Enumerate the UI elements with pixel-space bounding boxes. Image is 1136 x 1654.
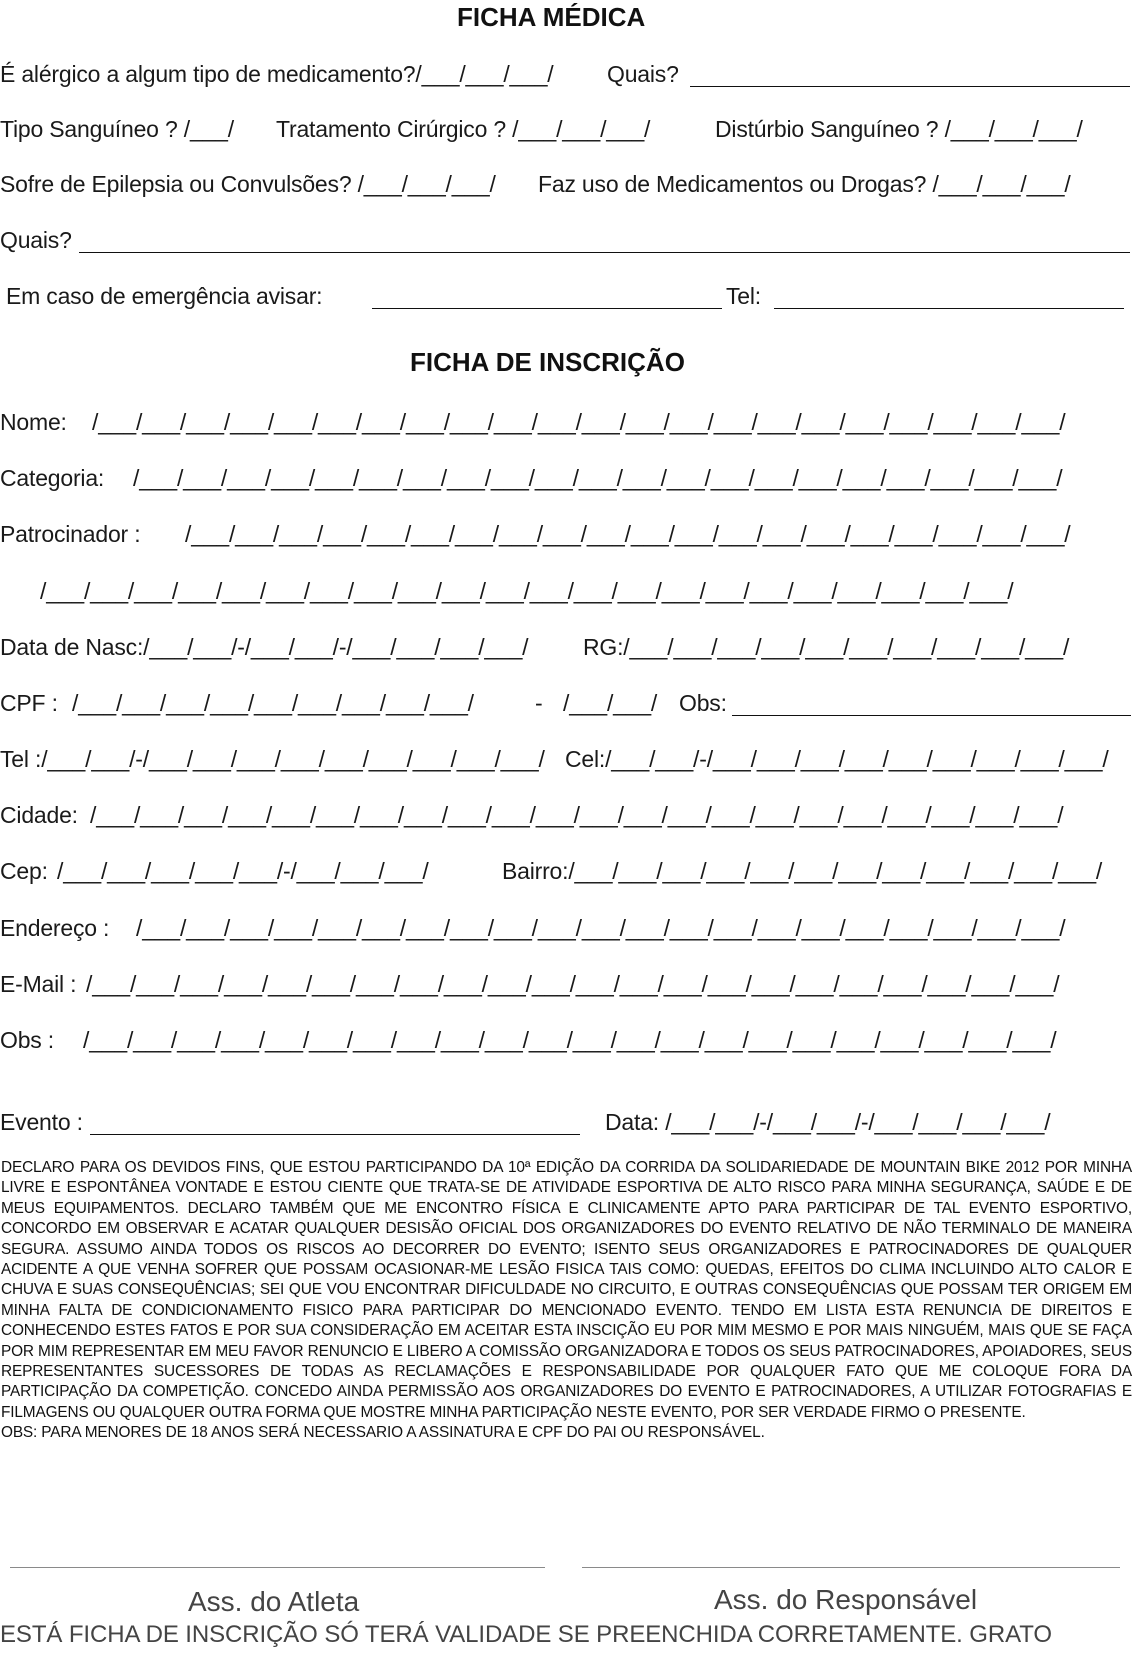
cpf-separator: - xyxy=(535,690,543,716)
epilepsia-row xyxy=(0,171,1071,198)
disturbio-boxes[interactable]: /___/___/___/ xyxy=(944,116,1083,142)
emergencia-label: Em caso de emergência avisar: xyxy=(6,283,323,309)
patrocinador-boxes[interactable]: /___/___/___/___/___/___/___/___/___/___/___/___/___/___/___/___/___/___/___/___/ xyxy=(185,521,1071,547)
data-label: Data: xyxy=(605,1109,659,1135)
cpf-row xyxy=(0,690,727,717)
evento-row xyxy=(0,1109,1051,1136)
endereco-row xyxy=(0,915,1066,942)
obs-label: Obs : xyxy=(0,1027,54,1053)
tratamento-label: Tratamento Cirúrgico ? xyxy=(276,116,506,142)
email-row xyxy=(0,971,1060,998)
nasc-label: Data de Nasc: xyxy=(0,634,144,660)
quais2-row xyxy=(0,227,72,254)
alergico-label: É alérgico a algum tipo de medicamento? xyxy=(0,61,416,87)
endereco-boxes[interactable]: /___/___/___/___/___/___/___/___/___/___/___/___/___/___/___/___/___/___/___/___/___/ xyxy=(136,915,1066,941)
emergencia-tel-label: Tel: xyxy=(726,283,761,309)
alergico-row xyxy=(0,61,679,88)
tel-label: Tel : xyxy=(0,746,42,772)
evento-field[interactable] xyxy=(90,1134,580,1135)
ficha-inscricao-title: FICHA DE INSCRIÇÃO xyxy=(410,347,685,377)
bairro-label: Bairro: xyxy=(502,858,569,884)
obs-row xyxy=(0,1027,1057,1054)
cpf-boxes[interactable]: /___/___/___/___/___/___/___/___/___/ xyxy=(72,690,474,716)
endereco-label: Endereço : xyxy=(0,915,110,941)
quais-label: Quais? xyxy=(607,61,679,87)
declaracao-block xyxy=(1,1158,1132,1444)
cep-boxes[interactable]: /___/___/___/___/___/-/___/___/___/ xyxy=(57,858,429,884)
declaracao-obs: OBS: PARA MENORES DE 18 ANOS SERÁ NECESSARIO A ASSINATURA E CPF DO PAI OU RESPONSÁVEL. xyxy=(1,1424,765,1442)
categoria-label: Categoria: xyxy=(0,465,105,491)
tipo-sanguineo-boxes[interactable]: /___/ xyxy=(183,116,234,142)
cpf-obs-label: Obs: xyxy=(679,690,727,716)
cpf-obs-field[interactable] xyxy=(732,715,1131,716)
declaracao-text: DECLARO PARA OS DEVIDOS FINS, QUE ESTOU PARTICIPANDO DA 10ª EDIÇÃO DA CORRIDA DA SOLIDARIEDADE DE MOUNTAIN BIKE 2012 POR MINHA LIVRE E ESPONTÂNEA VONTADE E ESTOU CIENTE QUE TRATA-SE DE ATIVIDADE ESPORTIVA DE ALTO RISCO PARA MINHA SEGURANÇA, SAÚDE E DE MEUS EQUIPAMENTOS. DECLARO TAMBÉM QUE ME ENCONTRO FÍSICA E CLINICAMENTE APTO PARA PARTICIPAR DE TAL EVENTO ESPORTIVO, CONCORDO EM OBSERVAR E ACATAR QUALQUER DESISÃO OFICIAL DOS ORGANIZADORES DO EVENTO RELATIVO DE NÃO TERMINALO DE MANEIRA SEGURA. ASSUMO AINDA TODOS OS RISCOS AO DECORRER DO EVENTO; ISENTO SEUS ORGANIZADORES E PATROCINADORES DE QUALQUER ACIDENTE A QUE VENHA SOFRER QUE POSSAM OCASIONAR-ME LESÃO FISICA TAIS COMO: QUEDAS, EFEITOS DO CLIMA INCLUINDO ALTO CALOR E CHUVA E SUAS CONSEQUÊNCIAS; SEI QUE VOU ENCONTRAR DIFICULDADE NO CIRCUITO, E OUTRAS CONSEQUÊNCIAS QUE POSSAM TER ORIGEM EM MINHA FALTA DE CONDICIONAMENTO FISICO PARA PARTICIPAR DO MENCIONADO EVENTO. TENDO EM LISTA ESTA RENUNCIA DE DIREITOS E CONHECENDO ESTES FATOS E POR SUA CONSIDERAÇÃO EM ACEITAR ESTA INSCIÇÃO EU POR MIM MESMO E POR MAIS NINGUÉM, MAIS QUE SE FAÇA POR MIM REPRESENTAR EM MEU FAVOR RENUNCIO E LIBERO A COMISSÃO ORGANIZADORA E TODOS OS SEUS PATROCINADORES, APOIADORES, SEUS REPRESENTANTES SUCESSORES DE TODAS AS RECLAMAÇÕES E RESPONSABILIDADE POR QUALQUER FATO QUE ME COLOQUE FORA DA PARTICIPAÇÃO DA COMPETIÇÃO. CONCEDO AINDA PERMISSÃO AOS ORGANIZADORES DO EVENTO E PATROCINADORES, A UTILIZAR FOTOGRAFIAS E FILMAGENS OU QUALQUER OUTRA FORMA QUE MOSTRE MINHA PARTICIPAÇÃO NESTE EVENTO, POR SER VERDADE FIRMO O PRESENTE. xyxy=(1,1159,1132,1421)
emergencia-contato-field[interactable] xyxy=(372,308,722,309)
nome-row xyxy=(0,409,1066,436)
tipo-sanguineo-label: Tipo Sanguíneo ? xyxy=(0,116,178,142)
medicamentos-boxes[interactable]: /___/___/___/ xyxy=(932,171,1071,197)
email-label: E-Mail : xyxy=(0,971,77,997)
assinatura-responsavel-label: Ass. do Responsável xyxy=(714,1584,978,1615)
medicamentos-label: Faz uso de Medicamentos ou Drogas? xyxy=(538,171,927,197)
quais-field[interactable] xyxy=(690,86,1130,87)
categoria-boxes[interactable]: /___/___/___/___/___/___/___/___/___/___/___/___/___/___/___/___/___/___/___/___/___/ xyxy=(133,465,1063,491)
tratamento-boxes[interactable]: /___/___/___/ xyxy=(512,116,651,142)
cidade-boxes[interactable]: /___/___/___/___/___/___/___/___/___/___/___/___/___/___/___/___/___/___/___/___/___/___/ xyxy=(90,802,1064,828)
ficha-medica-title: FICHA MÉDICA xyxy=(457,2,646,32)
nasc-row xyxy=(0,634,1070,661)
cidade-row xyxy=(0,802,1064,829)
email-boxes[interactable]: /___/___/___/___/___/___/___/___/___/___/___/___/___/___/___/___/___/___/___/___/___/___/ xyxy=(86,971,1060,997)
footer-note: ESTÁ FICHA DE INSCRIÇÃO SÓ TERÁ VALIDADE SE PREENCHIDA CORRETAMENTE. GRATO xyxy=(0,1621,1052,1648)
patrocinador-row xyxy=(0,521,1071,548)
quais2-label: Quais? xyxy=(0,227,72,253)
nome-label: Nome: xyxy=(0,409,67,435)
disturbio-label: Distúrbio Sanguíneo ? xyxy=(715,116,939,142)
emergencia-row xyxy=(6,283,761,310)
cep-label: Cep: xyxy=(0,858,48,884)
tel-boxes[interactable]: /___/___/-/___/___/___/___/___/___/___/___/___/ xyxy=(41,746,545,772)
bairro-boxes[interactable]: /___/___/___/___/___/___/___/___/___/___/___/___/ xyxy=(568,858,1103,884)
rg-boxes[interactable]: /___/___/___/___/___/___/___/___/___/___/ xyxy=(623,634,1070,660)
cep-row xyxy=(0,858,1103,885)
evento-label: Evento : xyxy=(0,1109,83,1135)
cidade-label: Cidade: xyxy=(0,802,78,828)
categoria-row xyxy=(0,465,1063,492)
patrocinador-label: Patrocinador : xyxy=(0,521,141,547)
assinatura-responsavel-line[interactable] xyxy=(582,1567,1120,1568)
obs-boxes[interactable]: /___/___/___/___/___/___/___/___/___/___/___/___/___/___/___/___/___/___/___/___/___/___/ xyxy=(83,1027,1057,1053)
assinatura-atleta-line[interactable] xyxy=(10,1567,545,1568)
patrocinador-boxes-2[interactable]: /___/___/___/___/___/___/___/___/___/___/___/___/___/___/___/___/___/___/___/___/___/___/ xyxy=(40,578,1014,604)
nome-boxes[interactable]: /___/___/___/___/___/___/___/___/___/___/___/___/___/___/___/___/___/___/___/___/___/___/ xyxy=(92,409,1066,435)
cel-boxes[interactable]: /___/___/-/___/___/___/___/___/___/___/___/___/ xyxy=(605,746,1109,772)
rg-label: RG: xyxy=(583,634,624,660)
data-boxes[interactable]: /___/___/-/___/___/-/___/___/___/___/ xyxy=(665,1109,1051,1135)
tel-row xyxy=(0,746,1109,773)
assinatura-atleta-label: Ass. do Atleta xyxy=(188,1586,360,1617)
cel-label: Cel: xyxy=(565,746,606,772)
sangue-row xyxy=(0,116,1083,143)
cpf-digit-boxes[interactable]: /___/___/ xyxy=(563,690,658,716)
epilepsia-boxes[interactable]: /___/___/___/ xyxy=(357,171,496,197)
epilepsia-label: Sofre de Epilepsia ou Convulsões? xyxy=(0,171,352,197)
alergico-boxes[interactable]: /___/___/___/ xyxy=(415,61,554,87)
nasc-boxes[interactable]: /___/___/-/___/___/-/___/___/___/___/ xyxy=(143,634,529,660)
quais2-field[interactable] xyxy=(79,252,1130,253)
cpf-label: CPF : xyxy=(0,690,58,716)
emergencia-tel-field[interactable] xyxy=(774,308,1124,309)
